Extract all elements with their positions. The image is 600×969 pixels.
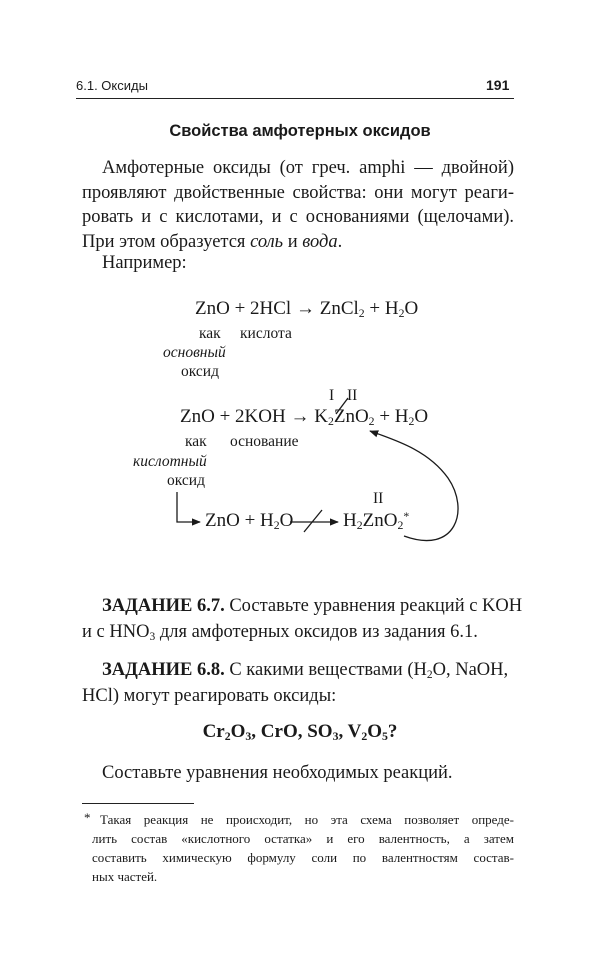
example-label: Например: bbox=[102, 253, 187, 273]
reaction-arrow: → bbox=[290, 406, 310, 427]
task-6-8-line: HCl) могут реагировать оксиды: bbox=[82, 686, 337, 706]
label-base: основание bbox=[230, 433, 299, 450]
footnote-mark: * bbox=[84, 810, 91, 825]
label-basic: основный bbox=[163, 344, 226, 361]
page-number: 191 bbox=[486, 77, 510, 93]
valence-i: I bbox=[329, 387, 335, 404]
label-as-2: как bbox=[185, 433, 207, 450]
task-6-7-label: ЗАДАНИЕ 6.7. bbox=[102, 596, 225, 616]
footnote-line: Такая реакция не происходит, но эта схема позволяет опреде- bbox=[100, 812, 514, 827]
label-acidic: кислотный bbox=[133, 453, 207, 470]
task-6-7-line: и с $HNO_3$ для амфотерных оксидов из задания 6.1. bbox=[82, 622, 478, 643]
closing-instruction: Составьте уравнения необходимых реакций. bbox=[102, 763, 453, 783]
reaction-zno-koh: ZnO + $2KOH \to K_2ZnO_2 + H_2O$ bbox=[180, 406, 429, 428]
valence-ii-r3: II bbox=[373, 490, 384, 507]
valence-ii: II bbox=[347, 387, 358, 404]
footnote-rule bbox=[82, 803, 194, 804]
section-title: Свойства амфотерных оксидов bbox=[169, 122, 431, 140]
task-6-8 bbox=[82, 657, 514, 709]
footnote bbox=[92, 810, 514, 886]
intro-line: ровать и с кислотами, и с основаниями (щелочами). bbox=[82, 207, 514, 227]
elbow-connector bbox=[177, 492, 200, 522]
footnote-line: лить состав «кислотного остатка» и его валентность, а затем bbox=[92, 831, 514, 846]
term-water: вода bbox=[302, 231, 338, 252]
valence-slash bbox=[336, 398, 348, 414]
footnote-line: составить химическую формулу соли по валентностям состав- bbox=[92, 850, 514, 865]
intro-line: Амфотерные оксиды (от греч. amphi — двойной) bbox=[102, 158, 514, 178]
intro-line: проявляют двойственные свойства: они могут реаги- bbox=[82, 182, 514, 203]
task-6-7-line: ЗАДАНИЕ 6.7. Составьте уравнения реакций с KOH bbox=[102, 596, 523, 616]
task-6-7 bbox=[82, 593, 523, 645]
label-oxide-2: оксид bbox=[167, 472, 205, 489]
task-6-8-line: ЗАДАНИЕ 6.8. С какими веществами ($H_2O$, NaOH, bbox=[102, 660, 509, 681]
curved-arrow bbox=[370, 431, 458, 541]
running-header-section: 6.1. Оксиды bbox=[76, 78, 148, 93]
label-oxide-1: оксид bbox=[181, 363, 219, 380]
product-h2zno2: $H_2ZnO_2^*$ bbox=[343, 510, 410, 532]
term-salt: соль bbox=[250, 231, 284, 252]
reaction-arrow: → bbox=[295, 298, 315, 319]
label-as-1: как bbox=[199, 325, 221, 342]
intro-line-last: При этом образуется соль и вода. bbox=[82, 231, 343, 252]
reaction-zno-water: ZnO + $H_2O$ bbox=[205, 510, 294, 532]
reaction-zno-hcl: ZnO + 2HCl → ZnCl$_2$ + $H_2O$ bbox=[195, 298, 419, 320]
task-6-8-label: ЗАДАНИЕ 6.8. bbox=[102, 660, 225, 680]
footnote-line: ных частей. bbox=[92, 869, 158, 884]
oxides-list: $Cr_2O_3$, CrO, $SO_3$, $V_2O_5$? bbox=[202, 721, 398, 743]
no-reaction-slash bbox=[304, 510, 322, 532]
label-acid: кислота bbox=[240, 325, 292, 342]
